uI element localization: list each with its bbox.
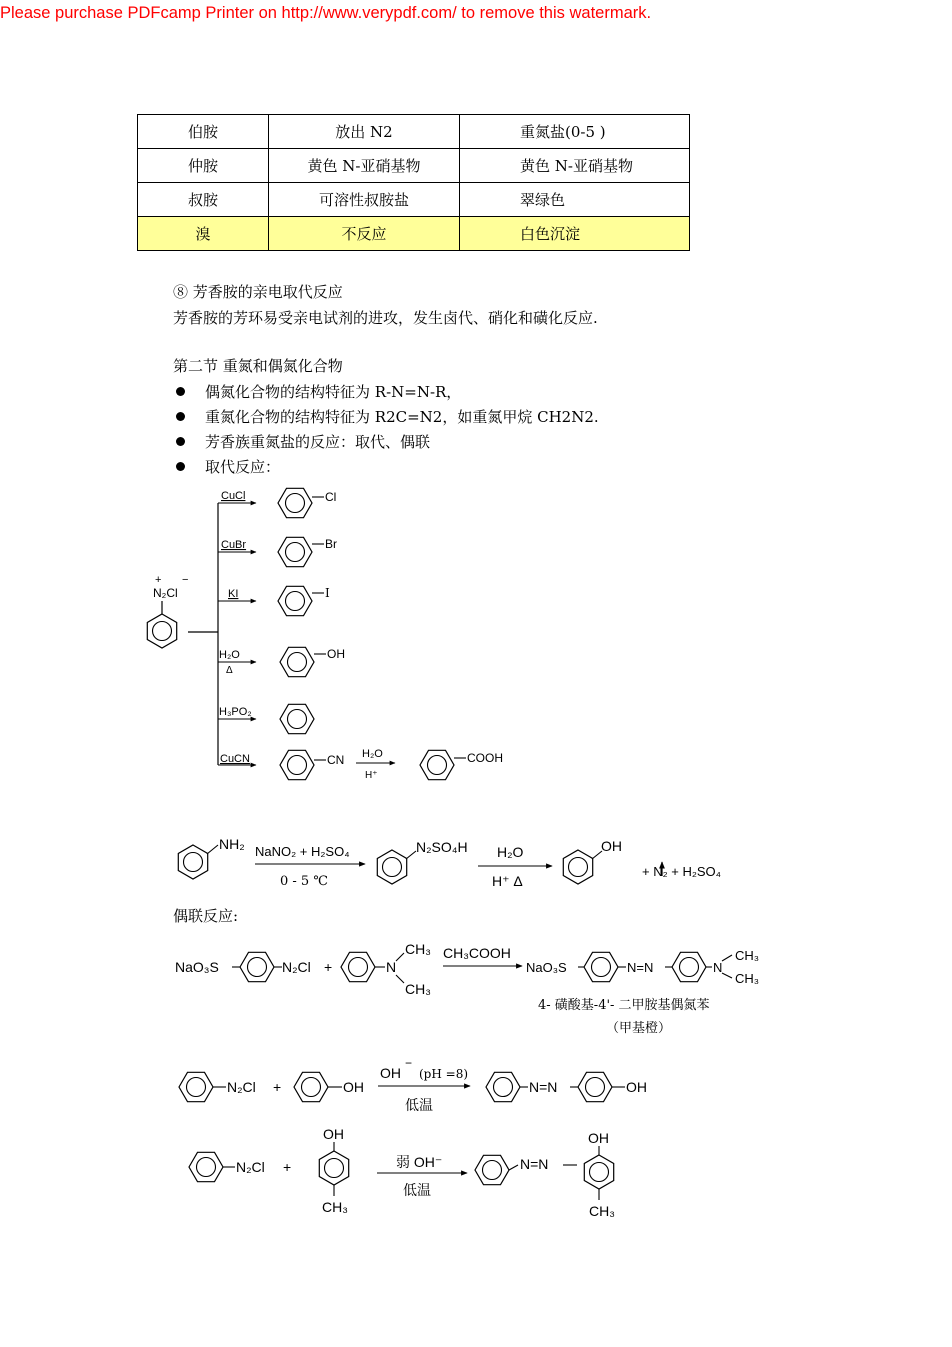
benzene-ring	[179, 1072, 213, 1101]
methyl-group: CH₃	[322, 1199, 348, 1215]
charge-plus: +	[155, 574, 162, 586]
benzene-ring	[319, 1151, 348, 1185]
benzene-ring	[280, 647, 314, 676]
benzene-ring	[563, 850, 592, 884]
reagent-label: H₂O	[219, 649, 240, 661]
benzene-ring	[584, 952, 618, 981]
diazonium-label: N₂Cl	[153, 586, 178, 600]
reagent-label: H₂O	[362, 748, 383, 760]
product-group: OH	[327, 647, 345, 661]
benzene-ring	[578, 1072, 612, 1101]
sulfonate-group: NaO₃S	[526, 960, 567, 975]
benzene-ring	[486, 1072, 520, 1101]
table-cell: 白色沉淀	[460, 217, 690, 251]
hydroxyl-group: OH	[588, 1130, 609, 1146]
coupling-reaction-3	[189, 1126, 615, 1219]
coupling-reaction-1	[175, 941, 759, 1036]
table-cell: 溴	[138, 217, 269, 251]
section2-title: 第二节 重氮和偶氮化合物	[173, 357, 343, 375]
methyl-group: CH₃	[405, 981, 431, 997]
hydroxyl-group: OH	[323, 1126, 344, 1142]
product-group: I	[325, 586, 330, 600]
condition-label: Δ	[226, 665, 233, 676]
methyl-group: CH₃	[735, 948, 760, 963]
plus-sign: +	[324, 959, 333, 975]
product-group: Cl	[325, 490, 337, 504]
product-group: Br	[325, 537, 337, 551]
benzene-ring	[240, 952, 274, 981]
benzene-ring	[278, 586, 312, 615]
section8-title: ⑧ 芳香胺的亲电取代反应	[173, 283, 343, 301]
charge-minus: −	[405, 1056, 413, 1070]
benzene-ring	[475, 1155, 509, 1184]
methyl-group: CH₃	[735, 971, 760, 986]
benzene-ring	[280, 750, 314, 779]
plus-sign: +	[283, 1159, 292, 1175]
table-cell: 叔胺	[138, 183, 269, 217]
benzene-ring	[420, 750, 454, 779]
condition-label: 0 - 5 ℃	[280, 874, 328, 889]
hydroxyl-group: OH	[626, 1079, 647, 1095]
azo-group: N=N	[529, 1079, 558, 1095]
coupling-heading: 偶联反应:	[173, 907, 239, 925]
condition-label: H⁺ Δ	[492, 873, 523, 889]
substitution-scheme	[147, 488, 503, 781]
reagent-label: CH₃COOH	[443, 945, 511, 961]
azo-group: N=N	[627, 960, 654, 975]
diazotization-scheme	[178, 836, 721, 889]
table-cell: 黄色 N-亚硝基物	[460, 149, 690, 183]
bullet-text: 重氮化合物的结构特征为 R2C=N2，如重氮甲烷 CH2N2.	[205, 408, 599, 426]
byproducts-label: + N₂ + H₂SO₄	[642, 864, 721, 879]
reagent-label: OH	[380, 1065, 401, 1081]
condition-label: 低温	[403, 1183, 431, 1199]
benzene-ring	[584, 1155, 613, 1189]
ph-label: (pH =8)	[419, 1067, 469, 1081]
azo-group: N=N	[520, 1156, 549, 1172]
methyl-group: CH₃	[405, 941, 431, 957]
reagent-label: KI	[228, 588, 239, 600]
benzene-ring	[672, 952, 706, 981]
table-cell: 不反应	[269, 217, 460, 251]
section8-text: 芳香胺的芳环易受亲电试剂的进攻，发生卤代、硝化和磺化反应.	[173, 309, 598, 327]
product-common-name: （甲基橙）	[606, 1021, 672, 1036]
diazonium-group: N₂SO₄H	[416, 839, 468, 855]
diazonium-group: N₂Cl	[236, 1159, 265, 1175]
table-cell: 放出 N2	[269, 115, 460, 149]
benzene-ring	[294, 1072, 328, 1101]
reagent-label: NaNO₂ + H₂SO₄	[255, 844, 350, 859]
reagent-label: CuCl	[221, 490, 246, 502]
amine-n: N	[713, 960, 723, 975]
reagent-label: 弱 OH⁻	[396, 1154, 443, 1170]
condition-label: 低温	[405, 1098, 433, 1114]
table-cell: 黄色 N-亚硝基物	[269, 149, 460, 183]
product-group: CN	[327, 753, 345, 767]
benzene-ring	[278, 537, 312, 566]
reagent-label: H₂O	[497, 844, 524, 860]
benzene-ring	[341, 952, 375, 981]
hydroxyl-group: OH	[601, 838, 622, 854]
charge-minus: −	[182, 574, 189, 586]
table-cell: 伯胺	[138, 115, 269, 149]
product-name: 4- 磺酸基-4'- 二甲胺基偶氮苯	[538, 998, 710, 1013]
table-cell: 翠绿色	[460, 183, 690, 217]
coupling-reaction-2	[179, 1056, 647, 1114]
watermark: Please purchase PDFcamp Printer on http://www.verypdf.com/ to remove this watermark.	[0, 4, 652, 22]
amine-group: NH₂	[219, 836, 245, 852]
diazonium-group: N₂Cl	[227, 1079, 256, 1095]
bullet-text: 芳香族重氮盐的反应：取代、偶联	[205, 433, 431, 451]
bullet-text: 偶氮化合物的结构特征为 R-N=N-R，	[205, 383, 462, 401]
condition-label: H⁺	[365, 770, 378, 781]
product-group: COOH	[467, 751, 503, 765]
benzene-ring	[280, 704, 314, 733]
table-cell: 可溶性叔胺盐	[269, 183, 460, 217]
reagent-label: CuBr	[221, 539, 247, 551]
benzene-ring	[147, 614, 176, 648]
benzene-ring	[278, 488, 312, 517]
sulfonate-group: NaO₃S	[175, 959, 219, 975]
reagent-label: H₃PO₂	[219, 706, 252, 718]
hydroxyl-group: OH	[343, 1079, 364, 1095]
methyl-group: CH₃	[589, 1203, 615, 1219]
amine-n: N	[386, 959, 397, 975]
reagent-label: CuCN	[220, 753, 250, 765]
plus-sign: +	[273, 1079, 282, 1095]
table-cell: 仲胺	[138, 149, 269, 183]
benzene-ring	[178, 845, 207, 879]
bullet-text: 取代反应：	[205, 458, 281, 476]
benzene-ring	[189, 1152, 223, 1181]
table-cell: 重氮盐(0-5 )	[460, 115, 690, 149]
benzene-ring	[377, 850, 406, 884]
diazonium-group: N₂Cl	[282, 959, 311, 975]
